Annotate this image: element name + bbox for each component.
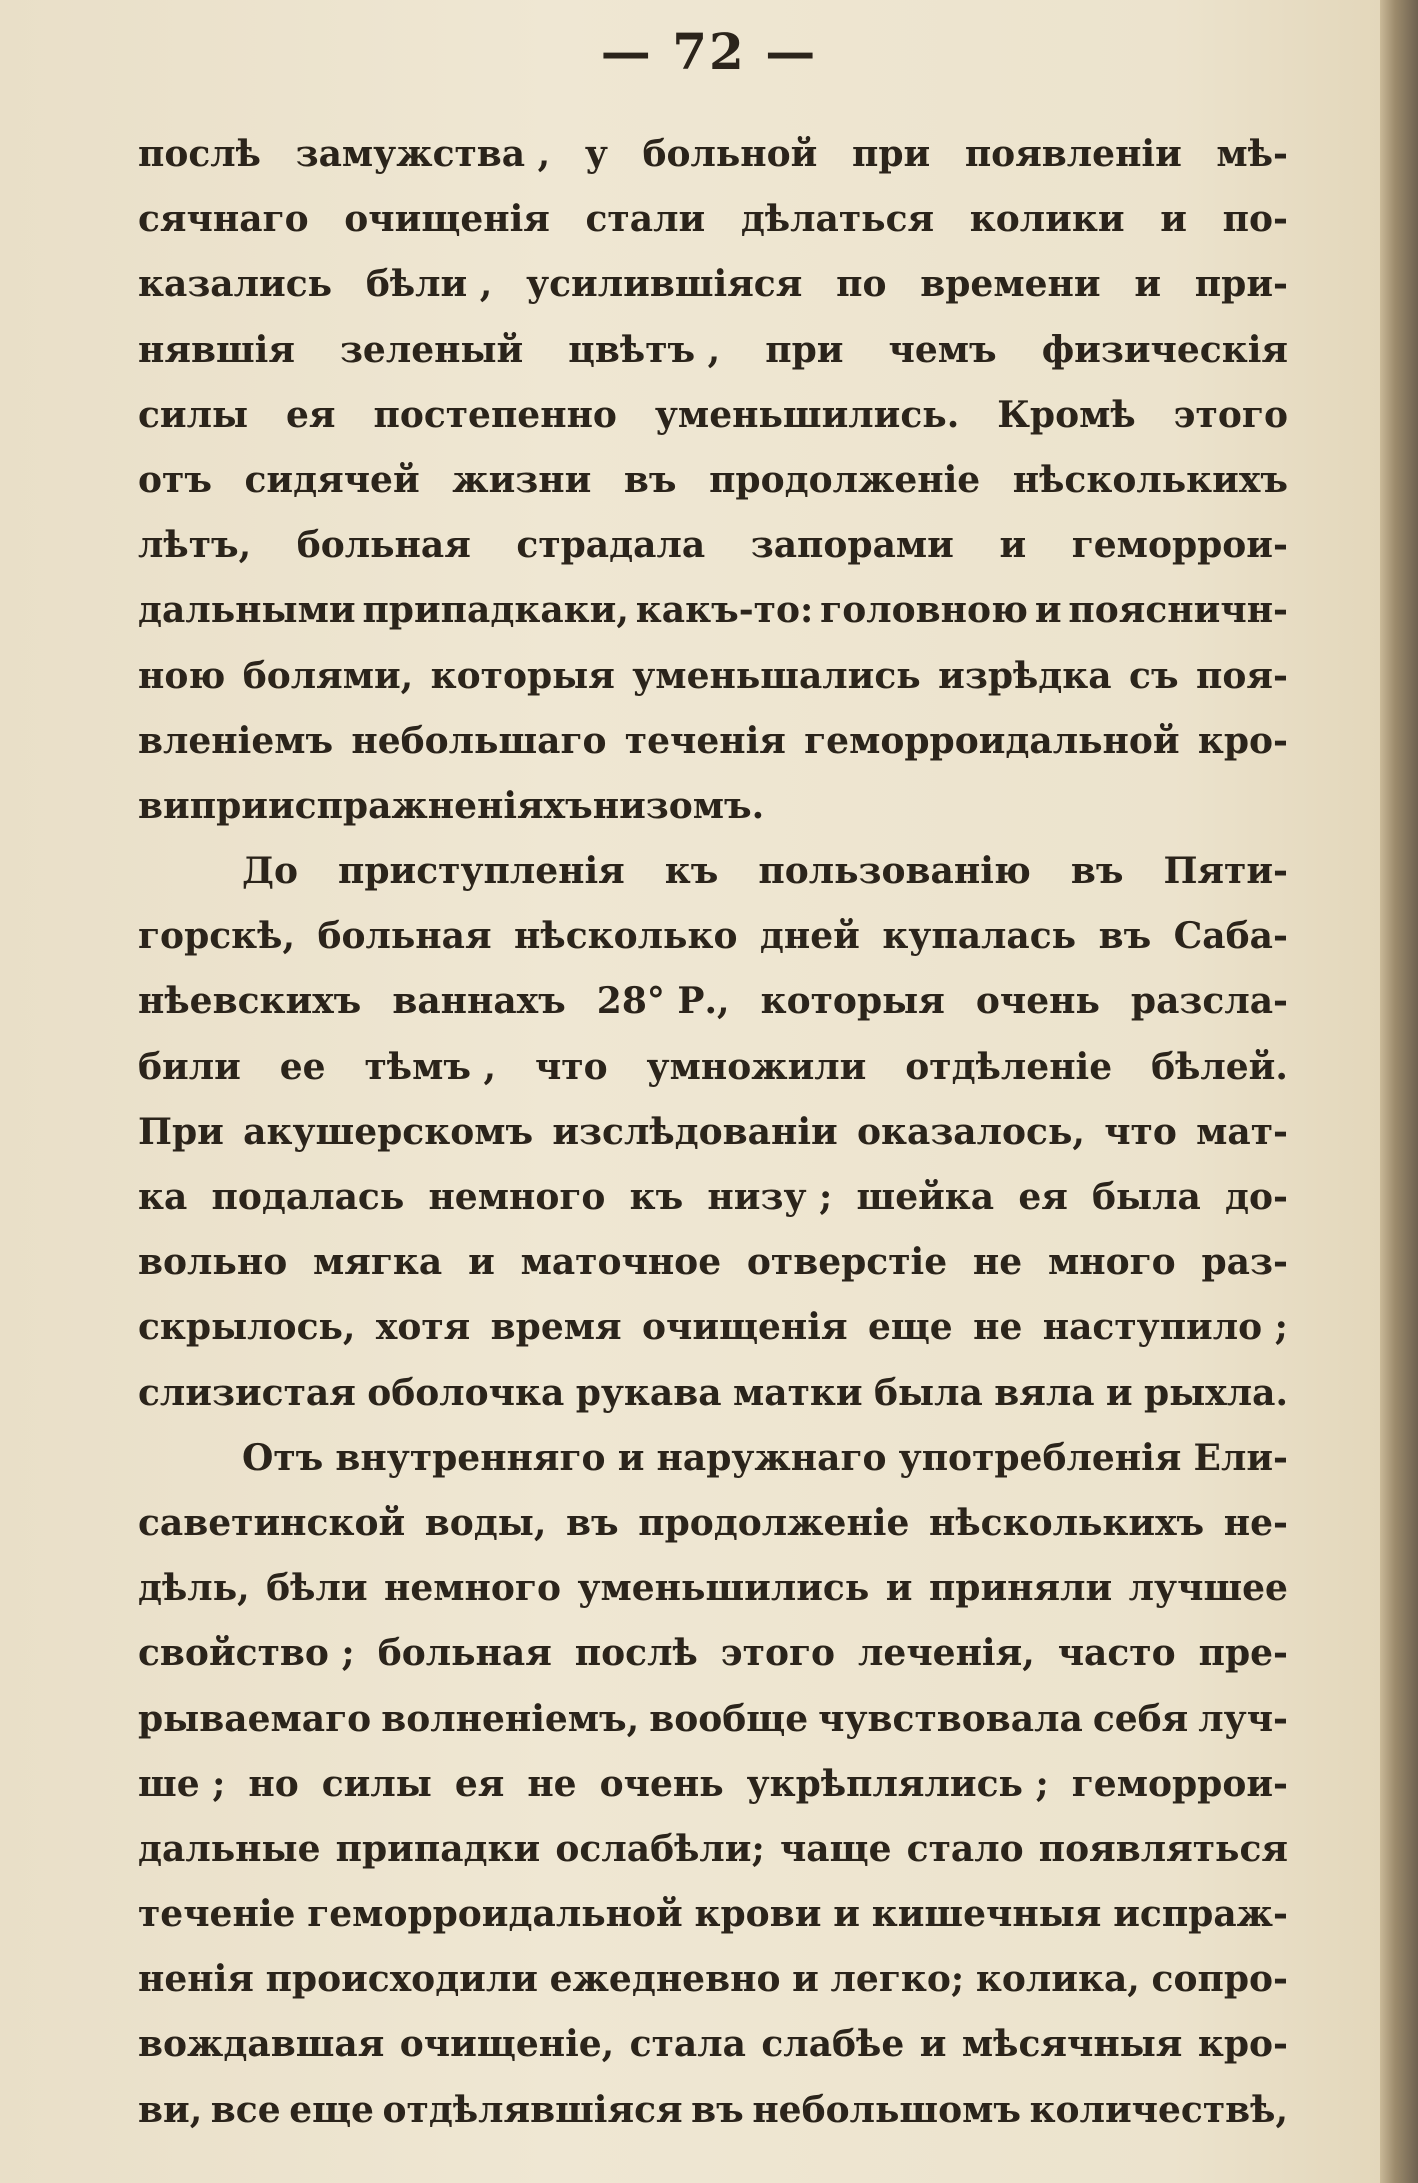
- word: и: [919, 2023, 947, 2066]
- word: очищенія: [642, 1306, 848, 1349]
- word: Пяти-: [1163, 850, 1288, 893]
- word: испраж-: [1113, 1893, 1288, 1936]
- text-line: [138, 839, 1288, 904]
- word: употребленія: [898, 1436, 1182, 1479]
- word: тѣмъ ,: [364, 1045, 497, 1088]
- word: къ: [664, 850, 719, 893]
- word: геморроидальной: [804, 719, 1180, 762]
- word: бѣлей.: [1151, 1045, 1288, 1088]
- word: припадки: [335, 1827, 541, 1870]
- word: сячнаго: [138, 198, 309, 241]
- word: ка: [138, 1176, 188, 1218]
- word: въ: [691, 2088, 744, 2131]
- word: въ: [1070, 850, 1124, 893]
- text-line: [138, 1621, 1288, 1686]
- word: уменьшились.: [654, 393, 960, 436]
- word: укрѣплялись ;: [746, 1762, 1049, 1805]
- word: матки: [733, 1371, 863, 1414]
- word: головною: [820, 589, 1028, 632]
- word: слизистая: [138, 1371, 356, 1414]
- word: ше ;: [138, 1762, 226, 1805]
- word: ослабѣли;: [555, 1827, 765, 1870]
- word: До: [242, 850, 299, 893]
- word: послѣ: [574, 1632, 698, 1675]
- word: въ: [1098, 915, 1152, 958]
- word: ежедневно: [549, 1958, 781, 2001]
- word: происходили: [265, 1958, 538, 2001]
- word: саветинской: [138, 1501, 406, 1544]
- word: ненія: [138, 1958, 254, 2001]
- word: мат-: [1196, 1110, 1288, 1153]
- text-line: [138, 318, 1288, 383]
- word: нѣсколькихъ: [928, 1501, 1205, 1544]
- word: небольшомъ: [752, 2088, 1022, 2131]
- word: оболочка: [367, 1371, 565, 1414]
- word: появленіи: [964, 133, 1182, 175]
- word: и: [792, 1958, 819, 2001]
- word: дней: [759, 915, 860, 958]
- word: до-: [1225, 1176, 1288, 1218]
- word: теченія: [624, 719, 786, 762]
- word: отдѣлявшіяся: [382, 2088, 683, 2131]
- text-line: [138, 904, 1288, 969]
- page-edge-shadow: [1380, 0, 1418, 2183]
- word: послѣ: [138, 133, 261, 175]
- word: жизни: [452, 458, 592, 501]
- text-line: [138, 644, 1288, 709]
- word: продолженіе: [709, 458, 981, 501]
- text-line: [138, 1556, 1288, 1621]
- word: При: [138, 1110, 224, 1153]
- word: не: [973, 1306, 1023, 1349]
- word: не: [527, 1762, 577, 1805]
- word: бѣли ,: [365, 263, 493, 306]
- word: внутренняго: [335, 1436, 606, 1479]
- word: къ: [629, 1176, 684, 1218]
- word: немного: [384, 1567, 561, 1610]
- text-line: [138, 1947, 1288, 2012]
- word: поя-: [1196, 654, 1288, 697]
- word: болями,: [242, 654, 414, 697]
- word: страдала: [516, 524, 706, 567]
- word: теченіе: [138, 1893, 296, 1936]
- word: пре-: [1198, 1632, 1288, 1675]
- word: изрѣдка: [938, 654, 1112, 697]
- word: воды,: [424, 1501, 547, 1544]
- word: оказалось,: [857, 1110, 1085, 1153]
- word: били: [138, 1045, 241, 1088]
- word: въ: [623, 458, 677, 501]
- text-line: [138, 1752, 1288, 1817]
- word: дѣлаться: [740, 198, 935, 241]
- word: Ели-: [1193, 1436, 1288, 1479]
- word: и: [1134, 263, 1162, 306]
- word: по-: [1222, 198, 1288, 241]
- word: ея: [286, 393, 336, 436]
- text-line: [138, 1035, 1288, 1100]
- word: приступленія: [338, 850, 625, 893]
- word: умножили: [646, 1045, 867, 1088]
- text-line: [138, 1230, 1288, 1295]
- word: еще: [867, 1306, 953, 1349]
- word: нѣсколькихъ: [1012, 458, 1288, 501]
- word: ною: [138, 654, 226, 697]
- word: лучшее: [1128, 1567, 1288, 1610]
- word: испражненіяхъ: [267, 784, 593, 827]
- word: что: [534, 1045, 608, 1088]
- word: время: [490, 1306, 622, 1349]
- word: стала: [629, 2023, 746, 2066]
- word: маточное: [520, 1241, 722, 1284]
- word: была: [874, 1371, 983, 1414]
- word: и: [468, 1241, 495, 1284]
- word: силы: [321, 1762, 432, 1805]
- word: вяла: [994, 1371, 1095, 1414]
- word: раз-: [1201, 1241, 1288, 1284]
- text-line: [138, 1361, 1288, 1426]
- word: немного: [428, 1176, 606, 1218]
- word: бѣли: [266, 1567, 368, 1610]
- word: дѣль,: [138, 1567, 250, 1610]
- word: очень: [599, 1762, 724, 1805]
- word: геморрои-: [1071, 524, 1288, 567]
- text-line: [138, 1100, 1288, 1165]
- word: чемъ: [888, 328, 997, 371]
- word: дальными: [138, 589, 356, 632]
- word: пользованію: [758, 850, 1031, 893]
- body-text: [138, 122, 1288, 2143]
- word: вольно: [138, 1241, 288, 1284]
- word: еще: [289, 2088, 374, 2131]
- text-line: [138, 969, 1288, 1034]
- word: мѣ-: [1216, 133, 1288, 175]
- word: больная: [296, 524, 471, 567]
- word: себя: [1092, 1697, 1189, 1740]
- word: очищеніе,: [399, 2023, 615, 2066]
- text-line: [138, 1882, 1288, 1947]
- word: ваннахъ: [392, 980, 566, 1023]
- word: часто: [1057, 1632, 1176, 1675]
- word: этого: [1173, 393, 1288, 436]
- word: больной: [642, 133, 818, 175]
- word: которыя: [430, 654, 615, 697]
- word: кишечныя: [871, 1893, 1102, 1936]
- word: отверстіе: [746, 1241, 948, 1284]
- word: появляться: [1038, 1827, 1288, 1870]
- word: низомъ.: [592, 784, 765, 827]
- word: кро-: [1197, 719, 1288, 762]
- word: мѣсячныя: [961, 2023, 1183, 2066]
- word: хотя: [375, 1306, 471, 1349]
- word: была: [1092, 1176, 1201, 1218]
- word: постепенно: [373, 393, 617, 436]
- word: Саба-: [1173, 915, 1288, 958]
- word: которыя: [760, 980, 945, 1023]
- word: при: [189, 784, 268, 827]
- word: продолженіе: [638, 1501, 910, 1544]
- text-line: [138, 1687, 1288, 1752]
- word: ея: [1018, 1176, 1068, 1218]
- text-line: [138, 774, 1288, 839]
- text-line: [138, 252, 1288, 317]
- word: наступило ;: [1042, 1306, 1288, 1349]
- word: запорами: [750, 524, 954, 567]
- text-line: [138, 513, 1288, 578]
- word: съ: [1129, 654, 1179, 697]
- word: и: [999, 524, 1027, 567]
- word: луч-: [1198, 1697, 1288, 1740]
- word: сидячей: [244, 458, 420, 501]
- word: чаще: [779, 1827, 892, 1870]
- word: дальные: [138, 1827, 321, 1870]
- word: припадкаки,: [362, 589, 629, 632]
- word: у: [584, 133, 608, 175]
- word: поясничн-: [1068, 589, 1288, 632]
- word: больная: [317, 915, 492, 958]
- word: наружнаго: [656, 1436, 887, 1479]
- text-line: [138, 578, 1288, 643]
- word: колики: [969, 198, 1125, 241]
- word: при: [851, 133, 931, 175]
- word: отъ: [138, 458, 212, 501]
- text-line: [138, 1426, 1288, 1491]
- word: свойство ;: [138, 1632, 355, 1675]
- word: Кромѣ: [997, 393, 1136, 436]
- word: Отъ: [242, 1436, 324, 1479]
- text-line: [138, 1491, 1288, 1556]
- word: и: [1105, 1371, 1133, 1414]
- word: очищенія: [344, 198, 550, 241]
- word: при-: [1194, 263, 1288, 306]
- word: уменьшились: [577, 1567, 870, 1610]
- word: времени: [920, 263, 1101, 306]
- word: и: [1160, 198, 1187, 241]
- word: отдѣленіе: [905, 1045, 1113, 1088]
- word: зеленый: [339, 328, 524, 371]
- word: и: [617, 1436, 645, 1479]
- text-line: [138, 187, 1288, 252]
- word: лѣтъ,: [138, 524, 252, 567]
- word: усилившіяся: [526, 263, 803, 306]
- word: количествѣ,: [1029, 2088, 1288, 2131]
- word: вленіемъ: [138, 719, 334, 762]
- text-line: [138, 709, 1288, 774]
- word: ее: [279, 1045, 326, 1088]
- word: крови: [694, 1893, 822, 1936]
- word: ея: [454, 1762, 505, 1805]
- word: изслѣдованіи: [552, 1110, 838, 1153]
- word: по: [836, 263, 887, 306]
- word: много: [1047, 1241, 1176, 1284]
- word: и: [833, 1893, 860, 1936]
- word: очень: [975, 980, 1100, 1023]
- text-line: [138, 383, 1288, 448]
- word: леченія,: [858, 1632, 1035, 1675]
- word: что: [1104, 1110, 1177, 1153]
- word: силы: [138, 393, 249, 436]
- word: 28° Р.,: [596, 980, 730, 1023]
- page-number: — 72 —: [600, 22, 818, 81]
- word: нѣевскихъ: [138, 980, 362, 1023]
- word: мягка: [313, 1241, 443, 1284]
- text-line: [138, 1165, 1288, 1230]
- word: не: [972, 1241, 1023, 1284]
- text-line: [138, 2078, 1288, 2143]
- text-line: [138, 1295, 1288, 1360]
- word: акушерскомъ: [243, 1110, 534, 1153]
- text-line: [138, 448, 1288, 513]
- word: чувствовала: [818, 1697, 1083, 1740]
- word: геморрои-: [1071, 1762, 1288, 1805]
- word: въ: [566, 1501, 619, 1544]
- text-line: [138, 2012, 1288, 2077]
- word: стали: [585, 198, 706, 241]
- word: рыхла.: [1144, 1371, 1288, 1414]
- word: при: [765, 328, 844, 371]
- word: рываемаго: [138, 1697, 372, 1740]
- word: этого: [720, 1632, 836, 1675]
- word: ви: [138, 784, 190, 827]
- word: какъ-то:: [635, 589, 814, 632]
- word: небольшаго: [351, 719, 607, 762]
- word: цвѣтъ ,: [568, 328, 721, 371]
- text-line: [138, 122, 1288, 187]
- word: ви,: [138, 2088, 203, 2131]
- word: легко;: [830, 1958, 965, 2001]
- word: разсла-: [1130, 980, 1288, 1023]
- word: замужства ,: [295, 133, 551, 175]
- word: рукава: [575, 1371, 722, 1414]
- word: приняли: [928, 1567, 1113, 1610]
- word: кро-: [1197, 2023, 1288, 2066]
- word: подалась: [211, 1176, 405, 1218]
- word: низу ;: [707, 1176, 833, 1218]
- word: купалась: [882, 915, 1077, 958]
- word: горскѣ,: [138, 915, 296, 958]
- word: колика,: [975, 1958, 1140, 2001]
- word: нѣсколько: [514, 915, 738, 958]
- word: слабѣе: [761, 2023, 905, 2066]
- word: геморроидальной: [307, 1893, 683, 1936]
- word: скрылось,: [138, 1306, 356, 1349]
- word: нявшія: [138, 328, 295, 371]
- word: стало: [906, 1827, 1024, 1870]
- word: и: [1034, 589, 1062, 632]
- word: казались: [138, 263, 333, 306]
- word: больная: [377, 1632, 552, 1675]
- word: вообще: [649, 1697, 809, 1740]
- word: физическія: [1041, 328, 1288, 371]
- text-line: [138, 1817, 1288, 1882]
- word: вождавшая: [138, 2023, 385, 2066]
- word: не-: [1223, 1501, 1288, 1544]
- word: шейка: [856, 1176, 995, 1218]
- word: уменьшались: [632, 654, 921, 697]
- word: все: [210, 2088, 281, 2131]
- word: и: [885, 1567, 913, 1610]
- word: сопро-: [1151, 1958, 1288, 2001]
- word: но: [248, 1762, 299, 1805]
- word: волненіемъ,: [381, 1697, 640, 1740]
